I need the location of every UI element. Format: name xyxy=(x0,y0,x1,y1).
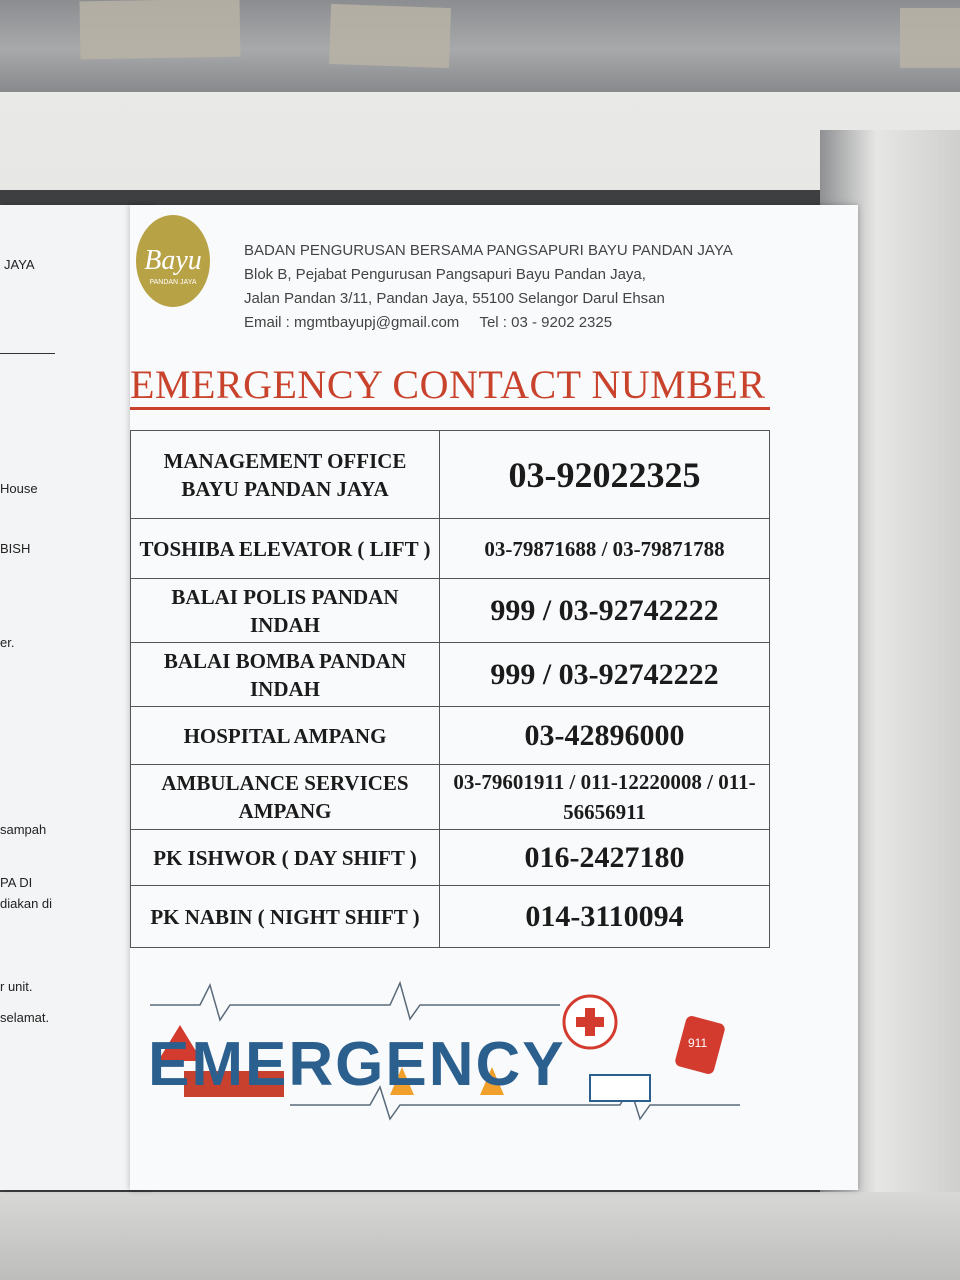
organisation-name: BADAN PENGURUSAN BERSAMA PANGSAPURI BAYU PANDAN JAYA xyxy=(244,242,733,259)
contact-number: 03-79871688 / 03-79871788 xyxy=(440,519,770,579)
contact-number: 016-2427180 xyxy=(440,830,770,886)
table-row xyxy=(131,579,770,643)
contact-name: AMBULANCE SERVICES AMPANG xyxy=(131,765,440,830)
notice-fragment: JAYA xyxy=(4,257,35,272)
table-row xyxy=(131,707,770,765)
emergency-word: EMERGENCY xyxy=(148,1030,566,1099)
contact-name: HOSPITAL AMPANG xyxy=(131,707,440,765)
logo-subtitle: PANDAN JAYA xyxy=(149,279,197,286)
table-row xyxy=(131,830,770,886)
contact-name: PK ISHWOR ( DAY SHIFT ) xyxy=(131,830,440,886)
notice-fragment: selamat. xyxy=(0,1010,50,1025)
tape-strip xyxy=(329,4,451,68)
contact-number: 03-42896000 xyxy=(440,707,770,765)
contact-table xyxy=(130,430,770,948)
tape-strip xyxy=(80,0,241,59)
tel-text: Tel : 03 - 9202 2325 xyxy=(479,314,613,331)
contact-number: 999 / 03-92742222 xyxy=(440,643,770,707)
table-row xyxy=(131,643,770,707)
notice-fragment: House xyxy=(0,481,38,496)
table-row xyxy=(131,765,770,830)
poster-header xyxy=(244,239,834,335)
emergency-contact-poster xyxy=(130,205,858,1190)
notice-fragment: r unit. xyxy=(0,979,33,994)
bayu-logo xyxy=(136,215,210,307)
contact-name: TOSHIBA ELEVATOR ( LIFT ) xyxy=(131,519,440,579)
table-row xyxy=(131,519,770,579)
contact-number: 014-3110094 xyxy=(440,886,770,948)
contact-name: BALAI BOMBA PANDAN INDAH xyxy=(131,643,440,707)
notice-fragment: PA DI xyxy=(0,875,33,890)
medical-cross-icon xyxy=(576,1017,604,1027)
table-row xyxy=(131,431,770,519)
address-line-1: Blok B, Pejabat Pengurusan Pangsapuri Bayu Pandan Jaya, xyxy=(244,266,646,283)
poster-title: EMERGENCY CONTACT NUMBER xyxy=(130,363,770,410)
notice-fragment: er. xyxy=(0,635,15,650)
tape-strip xyxy=(900,8,960,68)
emergency-graphic xyxy=(140,975,780,1135)
notice-fragment: sampah xyxy=(0,822,47,837)
phone-badge-text: 911 xyxy=(688,1036,708,1050)
contact-number: 03-92022325 xyxy=(440,431,770,519)
ambulance-icon xyxy=(590,1075,650,1101)
contact-name: MANAGEMENT OFFICE BAYU PANDAN JAYA xyxy=(131,431,440,519)
contact-name: BALAI POLIS PANDAN INDAH xyxy=(131,579,440,643)
email-text: Email : mgmtbayupj@gmail.com xyxy=(244,314,460,331)
left-notice-sheet xyxy=(0,205,150,1190)
heartbeat-line xyxy=(150,983,560,1020)
notice-fragment: BISH xyxy=(0,541,31,556)
frame-bottom-edge xyxy=(0,1192,960,1280)
table-row xyxy=(131,886,770,948)
notice-fragment: diakan di xyxy=(0,896,53,911)
contact-number: 999 / 03-92742222 xyxy=(440,579,770,643)
logo-word: Bayu xyxy=(144,245,202,276)
contact-number: 03-79601911 / 011-12220008 / 011-56656911 xyxy=(440,765,770,830)
contact-line xyxy=(244,311,834,335)
notice-divider xyxy=(0,353,55,354)
address-line-2: Jalan Pandan 3/11, Pandan Jaya, 55100 Selangor Darul Ehsan xyxy=(244,290,665,307)
contact-name: PK NABIN ( NIGHT SHIFT ) xyxy=(131,886,440,948)
